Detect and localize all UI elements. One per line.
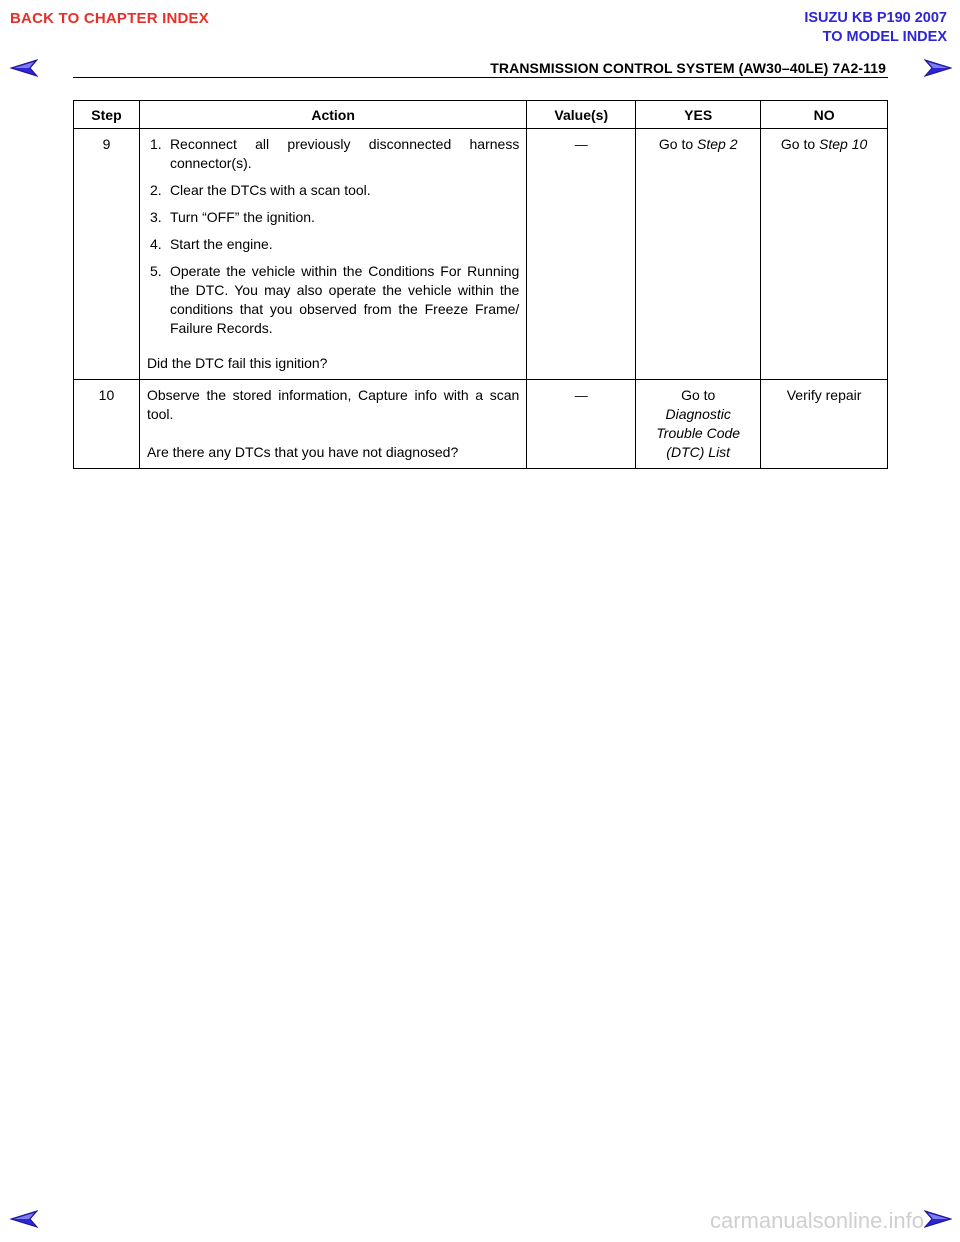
back-to-chapter-index-link[interactable]: BACK TO CHAPTER INDEX — [10, 10, 209, 27]
dtc-list-link[interactable]: Diagnostic Trouble Code (DTC) List — [656, 406, 741, 460]
yes-prefix: Go to — [681, 387, 716, 403]
column-header-values: Value(s) — [527, 101, 636, 129]
column-header-action: Action — [139, 101, 526, 129]
previous-page-arrow-icon[interactable] — [10, 1210, 38, 1228]
list-item: 5. Operate the vehicle within the Conditions For Running the DTC. You may also operate the vehicle within the conditions that you observed from the Freeze Frame/ Failure Records. — [149, 263, 520, 336]
list-item: 1. Reconnect all previously disconnected harness connector(s). — [149, 136, 520, 171]
no-step-link[interactable]: Step 10 — [819, 136, 868, 152]
yes-step-link[interactable]: Step 2 — [697, 136, 738, 152]
step-number: 9 — [74, 129, 140, 380]
list-item: 3. Turn “OFF” the ignition. — [149, 209, 315, 225]
diagnostic-question: Did the DTC fail this ignition? — [146, 355, 328, 371]
list-item: 4. Start the engine. — [149, 236, 273, 252]
value-cell: — — [527, 129, 636, 380]
header-divider — [73, 77, 888, 78]
action-cell — [139, 380, 526, 469]
table-row — [74, 129, 888, 380]
next-page-arrow-icon[interactable] — [924, 1210, 952, 1228]
yes-cell — [636, 380, 761, 469]
column-header-step: Step — [74, 101, 140, 129]
table-header-row — [74, 101, 888, 129]
action-cell — [139, 129, 526, 380]
diagnostic-question: Are there any DTCs that you have not diagnosed? — [146, 444, 459, 460]
diagnostic-table — [73, 100, 888, 469]
value-cell: — — [527, 380, 636, 469]
watermark: carmanualsonline.info — [709, 1208, 924, 1233]
column-header-no: NO — [761, 101, 888, 129]
no-cell: Verify repair — [761, 380, 888, 469]
list-item: 2. Clear the DTCs with a scan tool. — [149, 182, 371, 198]
page-header-title: TRANSMISSION CONTROL SYSTEM (AW30–40LE) 7A2-119 — [490, 60, 886, 76]
table-row — [74, 380, 888, 469]
next-page-arrow-icon[interactable] — [924, 59, 952, 77]
yes-cell: Go to Step 2 — [636, 129, 761, 380]
action-step-list — [147, 135, 519, 338]
no-cell: Go to Step 10 — [761, 129, 888, 380]
to-model-index-link[interactable]: TO MODEL INDEX — [822, 29, 947, 45]
column-header-yes: YES — [636, 101, 761, 129]
model-name-link[interactable]: ISUZU KB P190 2007 — [804, 10, 947, 26]
action-text: Observe the stored information, Capture info with a scan tool. — [146, 387, 520, 422]
step-number: 10 — [74, 380, 140, 469]
previous-page-arrow-icon[interactable] — [10, 59, 38, 77]
